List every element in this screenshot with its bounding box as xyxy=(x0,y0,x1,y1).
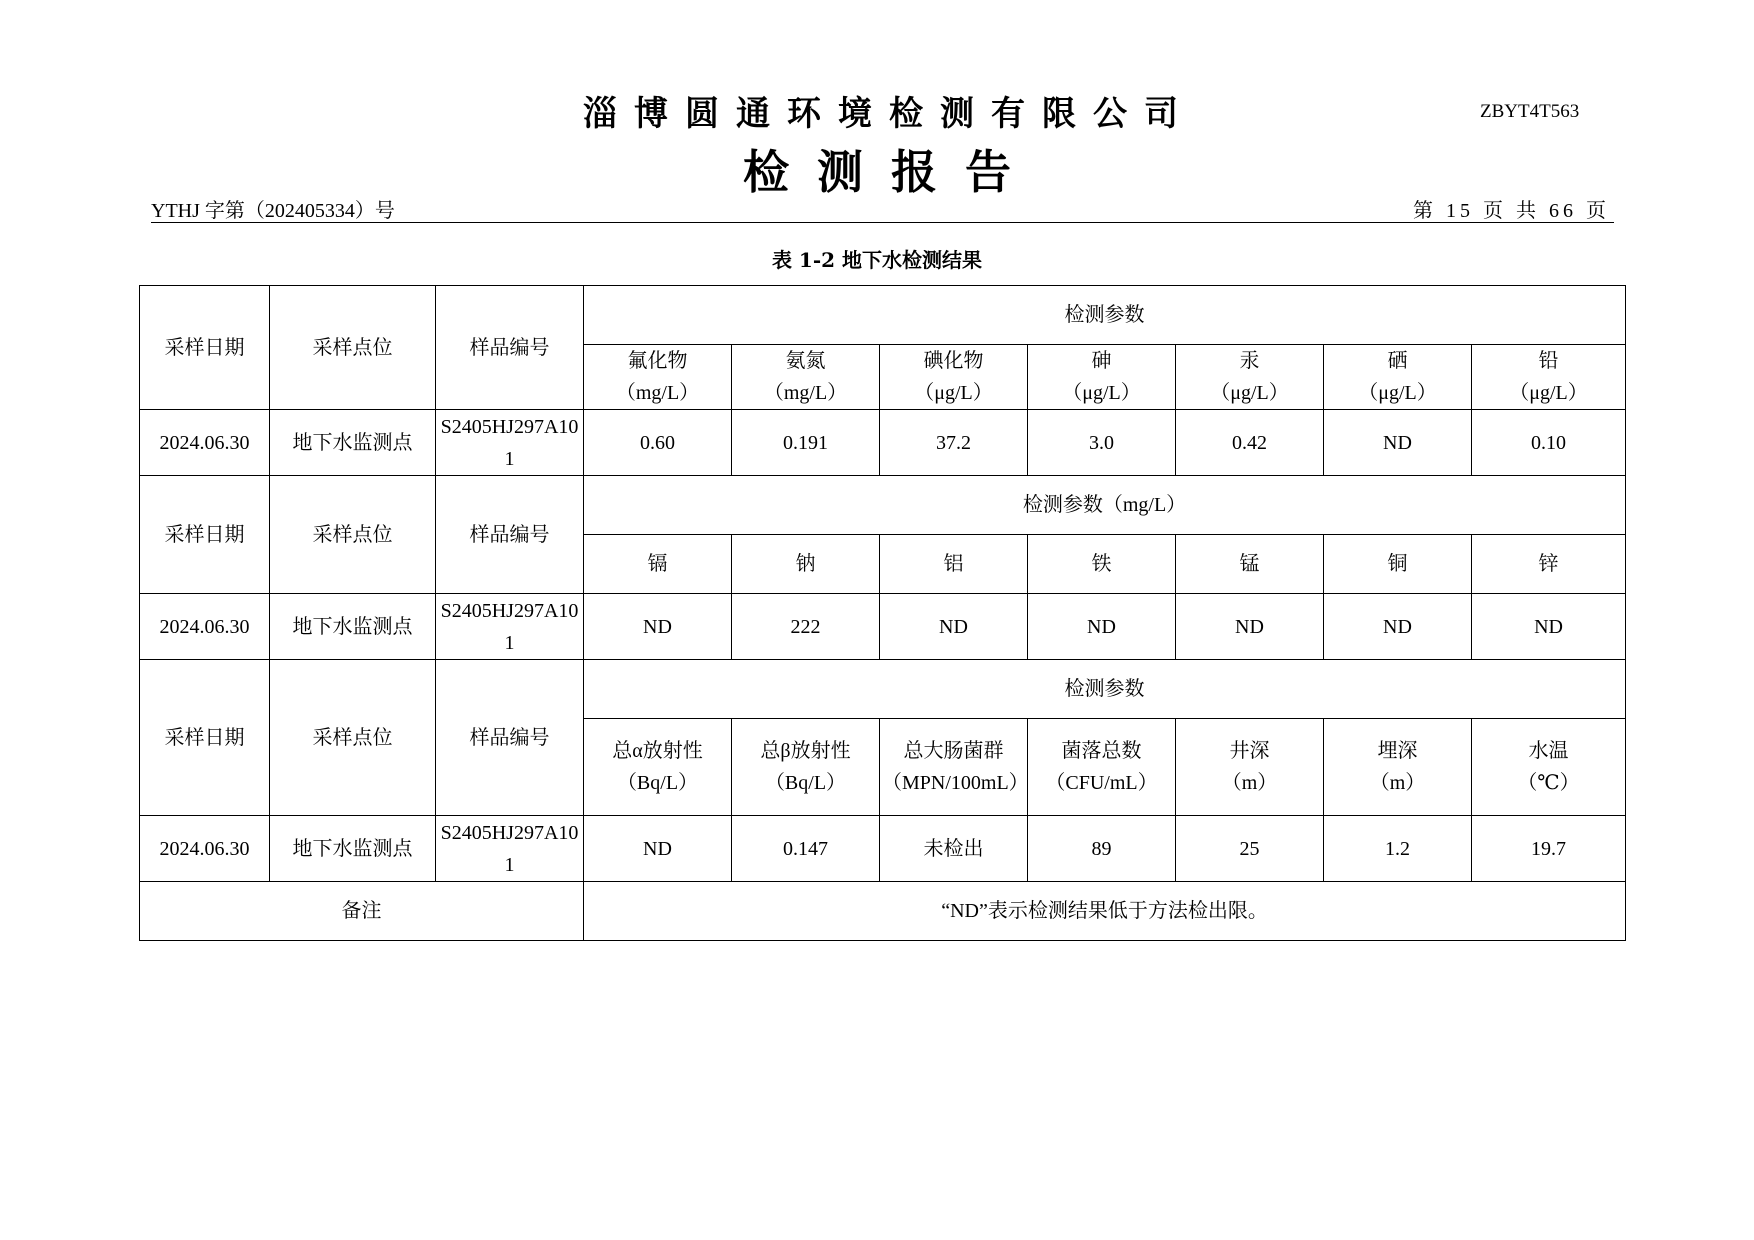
param-group-header: 检测参数 xyxy=(584,286,1626,345)
table-row xyxy=(140,286,1626,345)
header-divider xyxy=(151,222,1614,223)
param-header: 总β放射性 （Bq/L） xyxy=(732,719,880,816)
param-header: 钠 xyxy=(732,535,880,594)
header-sample-id: 样品编号 xyxy=(436,660,584,816)
param-header: 铝 xyxy=(880,535,1028,594)
param-header: 锰 xyxy=(1176,535,1324,594)
cell-value: 0.42 xyxy=(1176,410,1324,476)
param-header: 菌落总数 （CFU/mL） xyxy=(1028,719,1176,816)
cell-date: 2024.06.30 xyxy=(140,594,270,660)
cell-value: 25 xyxy=(1176,816,1324,882)
param-header: 氨氮 （mg/L） xyxy=(732,345,880,410)
param-header: 埋深 （m） xyxy=(1324,719,1472,816)
cell-value: 0.10 xyxy=(1472,410,1626,476)
report-number: YTHJ 字第（202405334）号 xyxy=(151,200,395,222)
cell-date: 2024.06.30 xyxy=(140,410,270,476)
cell-date: 2024.06.30 xyxy=(140,816,270,882)
param-header: 氟化物 （mg/L） xyxy=(584,345,732,410)
cell-sample-id: S2405HJ297A101 xyxy=(436,410,584,476)
header-sample-id: 样品编号 xyxy=(436,476,584,594)
cell-location: 地下水监测点 xyxy=(270,410,436,476)
note-text: “ND”表示检测结果低于方法检出限。 xyxy=(584,882,1626,941)
param-group-header: 检测参数（mg/L） xyxy=(584,476,1626,535)
param-header: 砷 （μg/L） xyxy=(1028,345,1176,410)
document-code: ZBYT4T563 xyxy=(1480,101,1580,122)
cell-location: 地下水监测点 xyxy=(270,594,436,660)
cell-location: 地下水监测点 xyxy=(270,816,436,882)
table-row xyxy=(140,660,1626,719)
table-caption: 表 1-2 地下水检测结果 xyxy=(771,248,983,272)
param-header: 水温 （℃） xyxy=(1472,719,1626,816)
cell-value: 未检出 xyxy=(880,816,1028,882)
cell-value: ND xyxy=(584,816,732,882)
cell-value: ND xyxy=(1472,594,1626,660)
header-location: 采样点位 xyxy=(270,660,436,816)
cell-value: 37.2 xyxy=(880,410,1028,476)
param-header: 镉 xyxy=(584,535,732,594)
header-date: 采样日期 xyxy=(140,476,270,594)
header-location: 采样点位 xyxy=(270,286,436,410)
cell-value: 222 xyxy=(732,594,880,660)
groundwater-results-table xyxy=(139,285,1626,941)
param-header: 铅 （μg/L） xyxy=(1472,345,1626,410)
cell-value: ND xyxy=(1028,594,1176,660)
header-sample-id: 样品编号 xyxy=(436,286,584,410)
param-group-header: 检测参数 xyxy=(584,660,1626,719)
param-header: 锌 xyxy=(1472,535,1626,594)
cell-sample-id: S2405HJ297A101 xyxy=(436,594,584,660)
param-header: 铁 xyxy=(1028,535,1176,594)
cell-sample-id: S2405HJ297A101 xyxy=(436,816,584,882)
param-header: 铜 xyxy=(1324,535,1472,594)
cell-value: 0.191 xyxy=(732,410,880,476)
cell-value: ND xyxy=(1176,594,1324,660)
cell-value: ND xyxy=(584,594,732,660)
note-label: 备注 xyxy=(140,882,584,941)
param-header: 总大肠菌群 （MPN/100mL） xyxy=(880,719,1028,816)
table-row xyxy=(140,476,1626,535)
param-header: 井深 （m） xyxy=(1176,719,1324,816)
param-header: 硒 （μg/L） xyxy=(1324,345,1472,410)
cell-value: 3.0 xyxy=(1028,410,1176,476)
report-title: 检测报告 xyxy=(743,145,1039,199)
table-row xyxy=(140,410,1626,476)
cell-value: 0.60 xyxy=(584,410,732,476)
table-row xyxy=(140,882,1626,941)
param-header: 碘化物 （μg/L） xyxy=(880,345,1028,410)
header-date: 采样日期 xyxy=(140,286,270,410)
header-date: 采样日期 xyxy=(140,660,270,816)
cell-value: ND xyxy=(1324,594,1472,660)
cell-value: ND xyxy=(880,594,1028,660)
param-header: 汞 （μg/L） xyxy=(1176,345,1324,410)
table-row xyxy=(140,816,1626,882)
cell-value: 1.2 xyxy=(1324,816,1472,882)
company-name: 淄博圆通环境检测有限公司 xyxy=(583,94,1195,134)
cell-value: 89 xyxy=(1028,816,1176,882)
param-header: 总α放射性 （Bq/L） xyxy=(584,719,732,816)
cell-value: 19.7 xyxy=(1472,816,1626,882)
cell-value: ND xyxy=(1324,410,1472,476)
table-row xyxy=(140,594,1626,660)
header-location: 采样点位 xyxy=(270,476,436,594)
page-indicator: 第 15 页 共 66 页 xyxy=(1413,200,1610,222)
cell-value: 0.147 xyxy=(732,816,880,882)
